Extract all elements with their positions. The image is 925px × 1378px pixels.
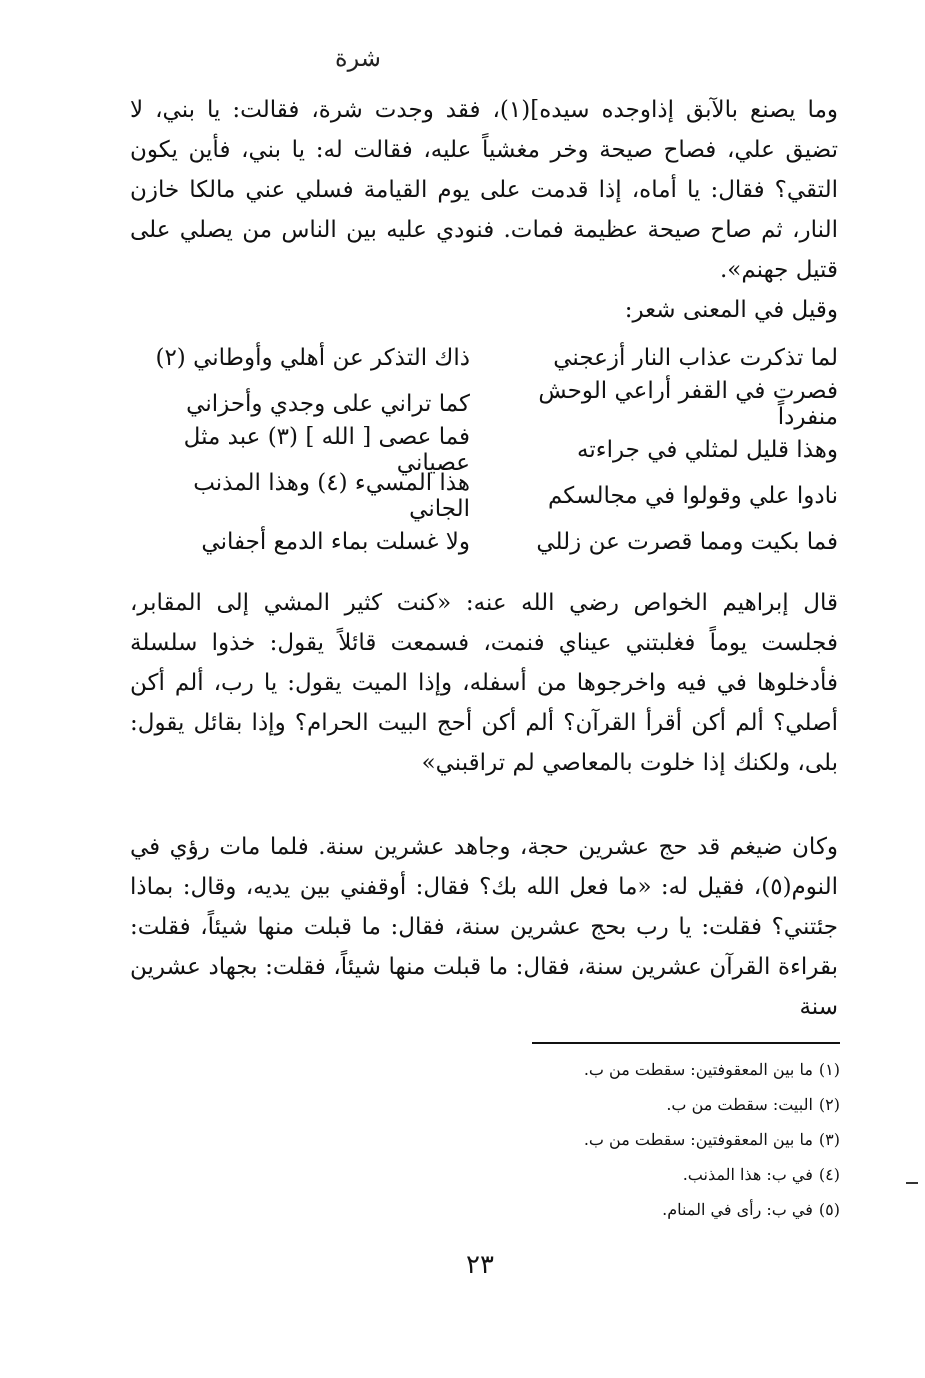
page-number: ٢٣ — [466, 1250, 494, 1280]
footnote — [530, 1087, 840, 1122]
verse-first-hemistich: وهذا قليل لمثلي في جراءته — [577, 437, 838, 463]
footnote-number: (٥) — [818, 1200, 840, 1219]
footnote — [530, 1192, 840, 1227]
footnote-number: (١) — [818, 1060, 840, 1079]
footnote — [530, 1157, 840, 1192]
verse-second-hemistich: فما عصى [ الله ] (٣) عبد مثل عصياني — [183, 424, 470, 476]
footnote-text: في ب: رأى في المنام. — [662, 1200, 813, 1219]
footnote-number: (٣) — [818, 1130, 840, 1149]
verse-first-hemistich: فصرت في القفر أراعي الوحش منفرداً — [538, 378, 838, 430]
footnote-text: ما بين المعقوفتين: سقطت من ب. — [583, 1060, 813, 1079]
poem-verse — [130, 335, 838, 381]
poem-verse — [130, 378, 838, 430]
footnote-divider — [532, 1042, 840, 1044]
scan-edge-mark — [906, 1182, 918, 1184]
footnote-text: في ب: هذا المذنب. — [682, 1165, 813, 1184]
verse-first-hemistich: فما بكيت ومما قصرت عن زللي — [536, 529, 838, 555]
poem — [130, 335, 838, 565]
verse-first-hemistich: نادوا علي وقولوا في مجالسكم — [547, 483, 838, 509]
poem-verse — [130, 470, 838, 522]
poem-verse — [130, 424, 838, 476]
paragraph-2: قال إبراهيم الخواص رضي الله عنه: «كنت كثير المشي إلى المقابر، فجلست يوماً فغلبتني عيناي فنمت، فسمعت قائلاً يقول: خذوا سلسلة فأدخلوها في فيه واخرجوها من أسفله، وإذا الميت يقول: يا رب، ألم أكن أصلي؟ ألم أكن أقرأ القرآن؟ ألم أكن أحج البيت الحرام؟ وإذا بقائل يقول: بلى، ولكنك إذا خلوت بالمعاصي لم تراقبني» — [130, 590, 838, 776]
footnote-number: (٢) — [818, 1095, 840, 1114]
footnote-text: ما بين المعقوفتين: سقطت من ب. — [583, 1130, 813, 1149]
footnote — [530, 1052, 840, 1087]
paragraph-1: وما يصنع بالآبق إذاوجده سيده](١)، فقد وجدت شرة، فقالت: يا بني، لا تضيق علي، فصاح صيحة وخر مغشياً عليه، فقالت له: يا بني، فأين يكون التقي؟ فقال: يا أماه، إذا قدمت على يوم القيامة فسلي عني مالكا خازن النار، ثم صاح صيحة عظيمة فمات. فنودي عليه بين الناس من يصلي على قتيل جهنم». — [130, 97, 838, 283]
verse-second-hemistich: كما تراني على وجدي وأحزاني — [186, 391, 470, 417]
verse-first-hemistich: لما تذكرت عذاب النار أزعجني — [553, 345, 838, 371]
verse-second-hemistich: هذا المسيء (٤) وهذا المذنب الجاني — [193, 470, 470, 522]
footnote — [530, 1122, 840, 1157]
poem-verse — [130, 519, 838, 565]
margin-handwritten-note: شرة — [335, 44, 381, 72]
verse-second-hemistich: ولا غسلت بماء الدمع أجفاني — [201, 529, 470, 555]
footnote-number: (٤) — [818, 1165, 840, 1184]
poem-intro: وقيل في المعنى شعر: — [624, 297, 838, 323]
footnotes — [530, 1042, 840, 1227]
paragraph-3: وكان ضيغم قد حج عشرين حجة، وجاهد عشرين سنة. فلما مات رؤي في النوم(٥)، فقيل له: «ما فعل الله بك؟ فقال: أوقفني بين يديه، وقال: بماذا جئتني؟ فقلت: يا رب بحج عشرين سنة، فقال: ما قبلت منها شيئاً، فقلت: بقراءة القرآن عشرين سنة، فقال: ما قبلت منها شيئاً، فقلت: بجهاد عشرين سنة — [130, 834, 838, 1020]
footnote-text: البيت: سقطت من ب. — [666, 1095, 813, 1114]
verse-second-hemistich: ذاك التذكر عن أهلي وأوطاني (٢) — [155, 345, 470, 371]
